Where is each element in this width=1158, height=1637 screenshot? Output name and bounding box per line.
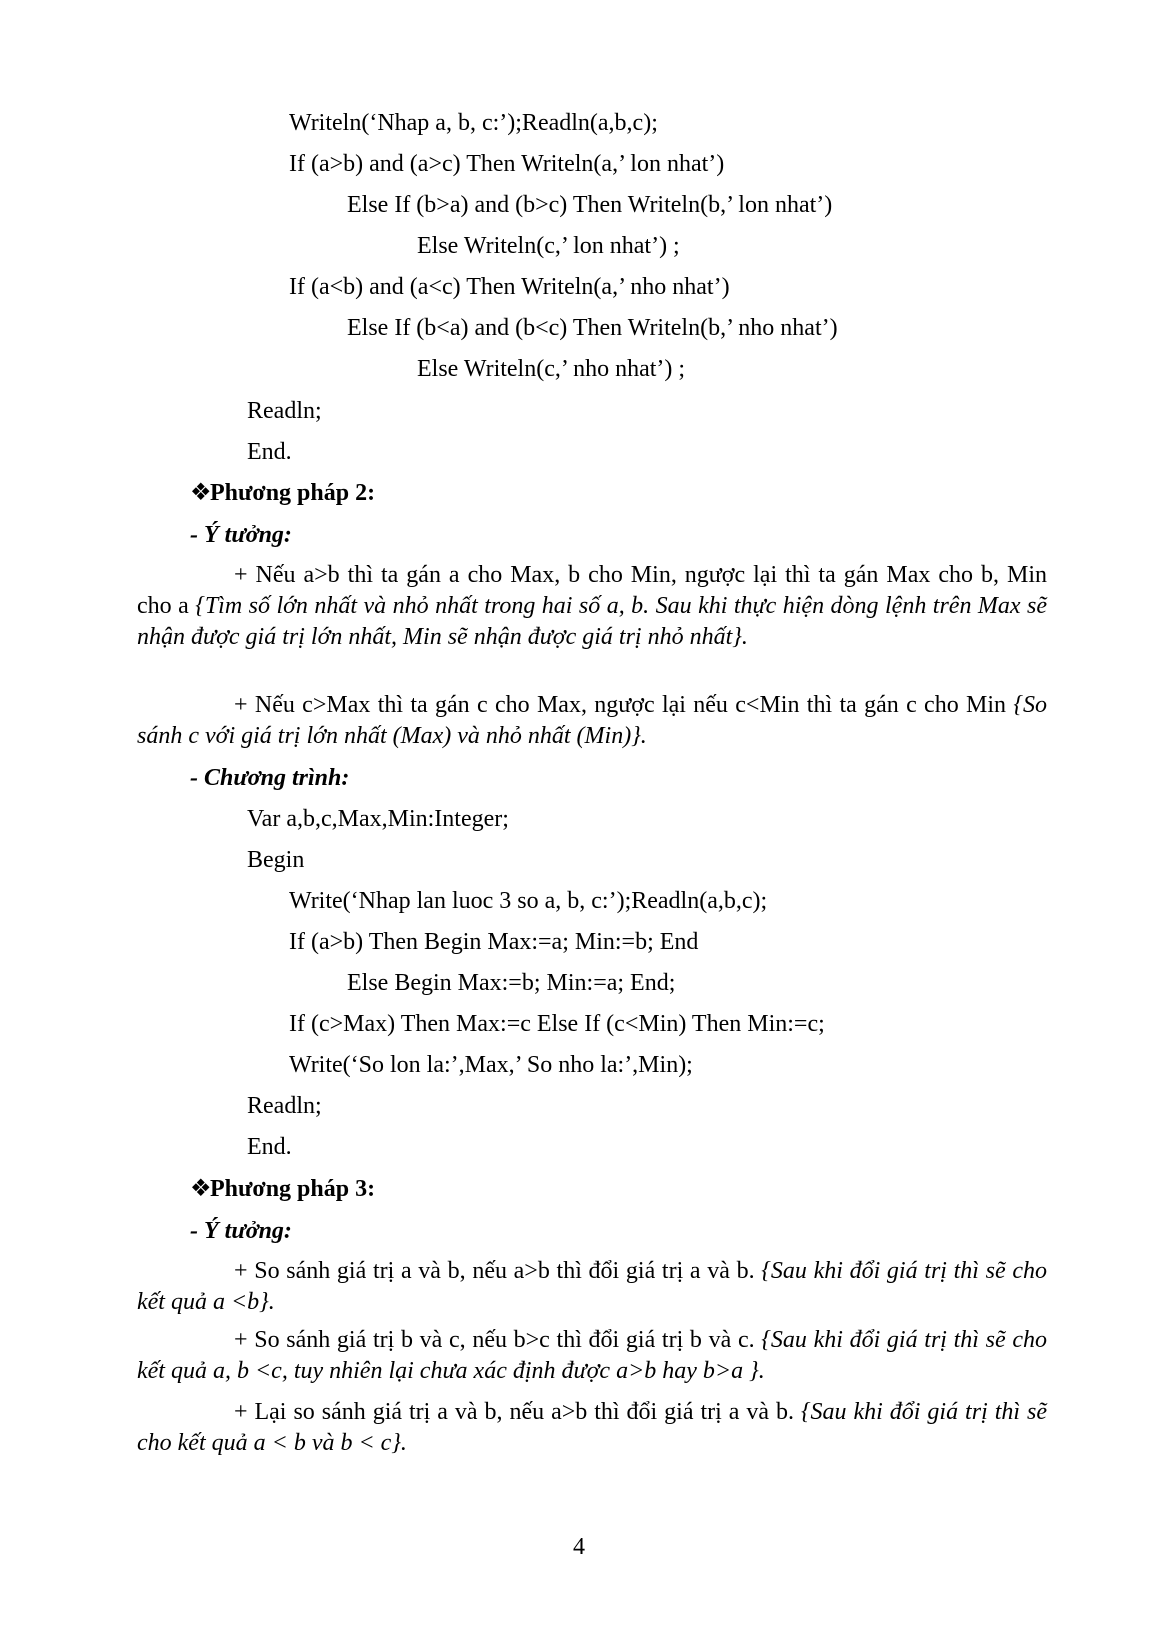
method3-idea-paragraph-1 — [137, 1256, 1047, 1318]
code-line: Writeln(‘Nhap a, b, c:’);Readln(a,b,c); — [289, 110, 658, 136]
method2-heading-text: Phương pháp 2: — [210, 480, 376, 506]
paragraph-italic-note: {Sau khi đổi giá trị thì sẽ cho kết quả a < b và b < c}. — [137, 1399, 1047, 1456]
method3-idea-label: - Ý tưởng: — [190, 1218, 292, 1244]
code-line: Write(‘Nhap lan luoc 3 so a, b, c:’);Readln(a,b,c); — [289, 888, 768, 914]
paragraph-text: + Nếu c>Max thì ta gán c cho Max, ngược lại nếu c<Min thì ta gán c cho Min — [234, 692, 1014, 718]
code-line: Else If (b<a) and (b<c) Then Writeln(b,’ nho nhat’) — [347, 315, 838, 341]
code-line: Else Writeln(c,’ nho nhat’) ; — [417, 356, 686, 382]
paragraph-text: + So sánh giá trị b và c, nếu b>c thì đổi giá trị b và c. — [234, 1327, 762, 1353]
paragraph-italic-note: {Tìm số lớn nhất và nhỏ nhất trong hai số a, b. Sau khi thực hiện dòng lệnh trên Max sẽ nhận được giá trị lớn nhất, Min sẽ nhận được giá trị nhỏ nhất}. — [137, 593, 1047, 650]
paragraph-text: + So sánh giá trị a và b, nếu a>b thì đổi giá trị a và b. — [234, 1258, 762, 1284]
paragraph-italic-note: {So sánh c với giá trị lớn nhất (Max) và nhỏ nhất (Min)}. — [137, 692, 1047, 749]
method3-idea-paragraph-2 — [137, 1325, 1047, 1387]
method3-idea-paragraph-3 — [137, 1397, 1047, 1459]
page-number: 4 — [573, 1534, 585, 1560]
method2-idea-paragraph-1 — [137, 560, 1047, 653]
method2-idea-paragraph-2 — [137, 690, 1047, 752]
method3-heading — [190, 1174, 375, 1204]
method2-program-label: - Chương trình: — [190, 765, 350, 791]
paragraph-text: + Lại so sánh giá trị a và b, nếu a>b thì đổi giá trị a và b. — [234, 1399, 801, 1425]
paragraph-text: + Nếu a>b thì ta gán a cho Max, b cho Min, ngược lại thì ta gán Max cho b, Min cho a — [137, 562, 1047, 619]
paragraph-italic-note: {Sau khi đổi giá trị thì sẽ cho kết quả a, b <c, tuy nhiên lại chưa xác định được a>b hay b>a }. — [137, 1327, 1047, 1384]
code-line: Else Writeln(c,’ lon nhat’) ; — [417, 233, 680, 259]
code-line: If (a<b) and (a<c) Then Writeln(a,’ nho nhat’) — [289, 274, 730, 300]
code-line: Else Begin Max:=b; Min:=a; End; — [347, 970, 676, 996]
code-line: If (c>Max) Then Max:=c Else If (c<Min) Then Min:=c; — [289, 1011, 825, 1037]
code-line: If (a>b) Then Begin Max:=a; Min:=b; End — [289, 929, 699, 955]
code-line: Readln; — [247, 1093, 322, 1119]
diamond-bullet-icon: ❖ — [190, 1176, 212, 1202]
method2-idea-label: - Ý tưởng: — [190, 522, 292, 548]
code-line: Readln; — [247, 398, 322, 424]
code-line: Write(‘So lon la:’,Max,’ So nho la:’,Min); — [289, 1052, 693, 1078]
code-line: End. — [247, 439, 292, 465]
method2-heading — [190, 478, 375, 508]
code-line: End. — [247, 1134, 292, 1160]
code-line: If (a>b) and (a>c) Then Writeln(a,’ lon nhat’) — [289, 151, 725, 177]
diamond-bullet-icon: ❖ — [190, 480, 212, 506]
paragraph-italic-note: {Sau khi đổi giá trị thì sẽ cho kết quả a <b}. — [137, 1258, 1047, 1315]
code-line: Var a,b,c,Max,Min:Integer; — [247, 806, 509, 832]
code-line: Begin — [247, 847, 305, 873]
code-line: Else If (b>a) and (b>c) Then Writeln(b,’ lon nhat’) — [347, 192, 833, 218]
method3-heading-text: Phương pháp 3: — [210, 1176, 376, 1202]
